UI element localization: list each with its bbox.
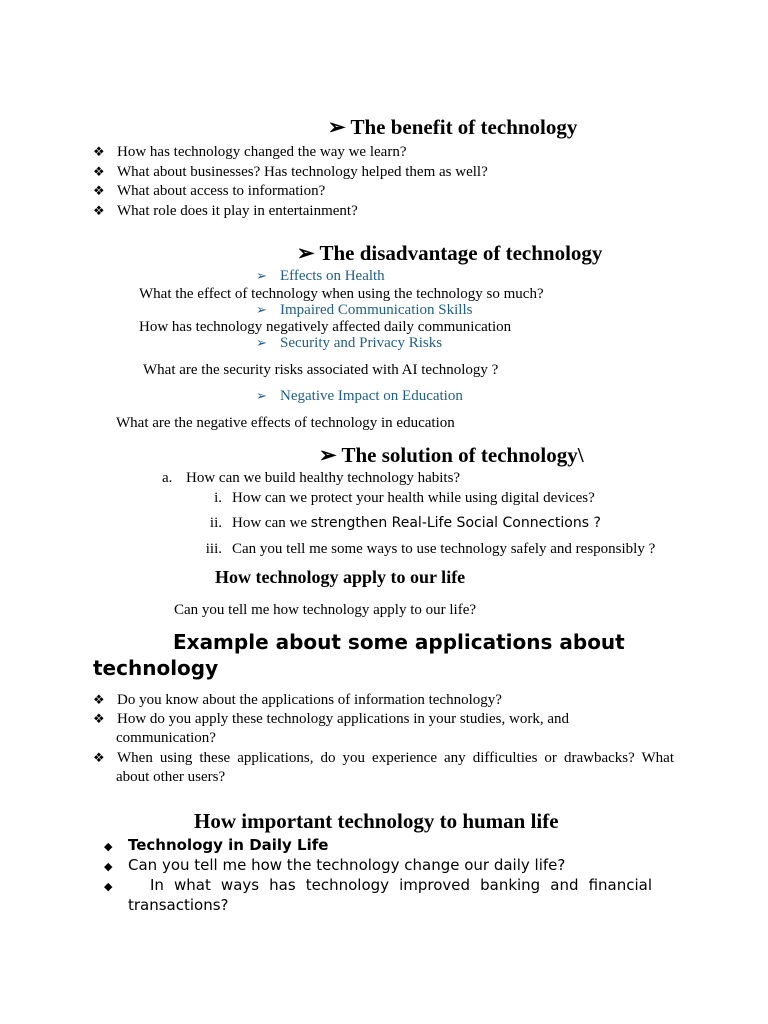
list-marker: iii. bbox=[205, 541, 222, 557]
question-education: What are the negative effects of technology in education bbox=[116, 415, 455, 431]
subheading-communication: ➢ Impaired Communication Skills bbox=[256, 302, 473, 318]
list-item: ◆ Technology in Daily Life bbox=[104, 836, 329, 854]
section-applications-heading-line1: Example about some applications about bbox=[173, 630, 625, 654]
list-item: ◆ Can you tell me how the technology change our daily life? bbox=[104, 856, 566, 874]
heading-text: The solution of technology\ bbox=[341, 443, 584, 467]
section-apply-heading: How technology apply to our life bbox=[215, 567, 466, 587]
heading-text: The benefit of technology bbox=[350, 115, 578, 139]
list-marker: ii. bbox=[209, 515, 222, 531]
list-item-continuation: about other users? bbox=[116, 769, 226, 785]
list-item: ❖ How has technology changed the way we learn? bbox=[93, 144, 407, 160]
diamond-bullet-icon: ❖ bbox=[93, 183, 105, 198]
subheading-security: ➢ Security and Privacy Risks bbox=[256, 335, 443, 351]
diamond-bullet-icon: ❖ bbox=[93, 202, 105, 218]
heading-text: The disadvantage of technology bbox=[319, 241, 603, 265]
list-item: ❖ What role does it play in entertainment? bbox=[93, 202, 358, 219]
diamond-bullet-icon: ◆ bbox=[104, 840, 113, 853]
diamond-bullet-icon: ◆ bbox=[104, 880, 113, 893]
section-importance-heading: How important technology to human life bbox=[194, 809, 559, 833]
arrow-bullet-icon: ➢ bbox=[256, 268, 267, 283]
diamond-bullet-icon: ❖ bbox=[93, 692, 105, 707]
list-item-i: i. How can we protect your health while using digital devices? bbox=[214, 490, 595, 506]
list-item: ❖ What about access to information? bbox=[93, 183, 326, 199]
list-item-ii: ii. How can we strengthen Real-Life Social Connections ? bbox=[209, 515, 601, 531]
question-health: What the effect of technology when using the technology so much? bbox=[139, 286, 544, 302]
section-disadvantage-heading bbox=[297, 241, 602, 266]
list-item-continuation: transactions? bbox=[128, 896, 229, 914]
question-security: What are the security risks associated with AI technology ? bbox=[143, 362, 499, 378]
arrow-bullet-icon: ➢ bbox=[256, 335, 267, 350]
benefit-question-list bbox=[93, 142, 488, 220]
arrow-bullet-icon: ➢ bbox=[256, 388, 267, 403]
arrow-bullet-icon: ➢ bbox=[328, 115, 346, 139]
diamond-bullet-icon: ◆ bbox=[104, 860, 113, 873]
list-marker: a. bbox=[162, 470, 173, 486]
list-item: ❖ How do you apply these technology applications in your studies, work, and bbox=[93, 711, 570, 727]
list-item-a: a. How can we build healthy technology habits? bbox=[162, 470, 461, 486]
section-applications-heading-line2: technology bbox=[93, 656, 219, 680]
diamond-bullet-icon: ❖ bbox=[93, 163, 105, 179]
arrow-bullet-icon: ➢ bbox=[256, 302, 267, 317]
list-marker: i. bbox=[214, 490, 222, 506]
diamond-bullet-icon: ❖ bbox=[93, 711, 105, 726]
list-item: ◆ In what ways has technology improved banking and financial bbox=[104, 876, 652, 894]
arrow-bullet-icon: ➢ bbox=[297, 241, 315, 265]
subheading-health: ➢ Effects on Health bbox=[256, 268, 385, 284]
subheading-education: ➢ Negative Impact on Education bbox=[256, 388, 463, 404]
list-item: ❖ When using these applications, do you experience any difficulties or drawbacks? What bbox=[93, 750, 674, 766]
list-item: ❖ Do you know about the applications of information technology? bbox=[93, 692, 502, 708]
arrow-bullet-icon: ➢ bbox=[319, 443, 337, 467]
list-item: ❖ What about businesses? Has technology helped them as well? bbox=[93, 163, 488, 180]
diamond-bullet-icon: ❖ bbox=[93, 750, 105, 765]
section-benefit-heading bbox=[328, 115, 577, 140]
list-item-iii: iii. Can you tell me some ways to use technology safely and responsibly ? bbox=[205, 541, 656, 557]
question-apply: Can you tell me how technology apply to our life? bbox=[174, 602, 477, 618]
diamond-bullet-icon: ❖ bbox=[93, 144, 105, 159]
question-communication: How has technology negatively affected daily communication bbox=[139, 319, 512, 335]
section-solution-heading bbox=[319, 443, 584, 468]
list-item-continuation: communication? bbox=[116, 730, 216, 746]
